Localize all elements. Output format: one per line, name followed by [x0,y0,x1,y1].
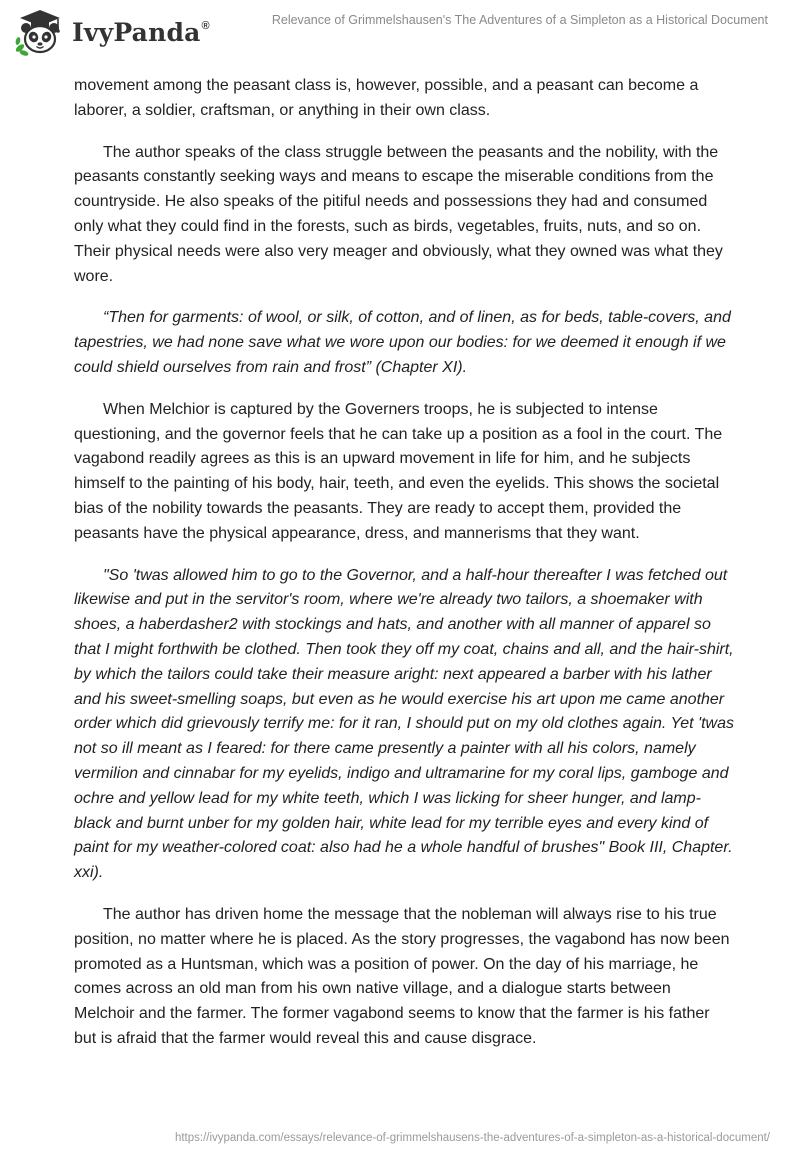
essay-body [74,74,734,1069]
paragraph: The author has driven home the message that the nobleman will always rise to his true position, no matter where he is placed. As the story progresses, the vagabond has now been promoted as a Huntsman, which was a position of power. On the day of his marriage, he comes across an old man from his own native village, and a dialogue starts between Melchoir and the farmer. The former vagabond seems to know that the farmer is his father but is afraid that the farmer would reveal this and cause disgrace. [74,905,730,1047]
paragraph: The author speaks of the class struggle between the peasants and the nobility, with the peasants constantly seeking ways and means to escape the miserable conditions from the countryside. He also speaks of the pitiful needs and possessions they had and consumed only what they could find in the forests, such as birds, vegetables, fruits, nuts, and so on. Their physical needs were also very meager and obviously, what they owned was what they wore. [74,143,723,285]
panda-icon [14,8,66,56]
brand-wordmark [72,17,210,47]
document-title: Relevance of Grimmelshausen's The Adventures of a Simpleton as a Historical Document [271,13,768,27]
brand-name: IvyPanda [72,17,201,47]
source-url[interactable]: https://ivypanda.com/essays/relevance-of-grimmelshausens-the-adventures-of-a-simpleton-as-a-historical-document/ [174,1132,770,1144]
block-quote: “Then for garments: of wool, or silk, of cotton, and of linen, as for beds, table-covers, and tapestries, we had none save what we wore upon our bodies: for we deemed it enough if we could shield ourselves from rain and frost” (Chapter XI). [74,309,731,376]
paragraph: movement among the peasant class is, however, possible, and a peasant can become a laborer, a soldier, craftsman, or anything in their own class. [74,77,699,119]
registered-mark: ® [201,19,210,32]
block-quote: "So 'twas allowed him to go to the Governor, and a half-hour thereafter I was fetched out likewise and put in the servitor's room, where we're already two tailors, a shoemaker with shoes, a haberdasher2 with stockings and hats, and another with all manner of apparel so that I might forthwith be clothed. Then took they off my coat, chains and all, and the hair-shirt, by which the tailors could take their measure aright: next appeared a barber with his lather and his sweet-smelling soaps, but even as he would exercise his art upon me came another order which did grievously terrify me: for it ran, I should put on my old clothes again. Yet 'twas not so ill meant as I feared: for there came presently a painter with all his colors, namely vermilion and cinnabar for my eyelids, indigo and ultramarine for my coral lips, gamboge and ochre and yellow lead for my white teeth, which I was licking for sheer hunger, and lamp-black and burnt unber for my golden hair, white lead for my terrible eyes and every kind of paint for my weather-colored coat: also had he a whole handful of brushes" Book III, Chapter. xxi). [74,566,734,882]
paragraph: When Melchior is captured by the Governers troops, he is subjected to intense questioning, and the governor feels that he can take up a position as a fool in the court. The vagabond readily agrees as this is an upward movement in life for him, and he subjects himself to the painting of his body, hair, teeth, and even the eyelids. This shows the societal bias of the nobility towards the peasants. They are ready to accept them, provided the peasants have the physical appearance, dress, and mannerisms that they want. [74,400,723,542]
ivypanda-logo[interactable] [14,8,210,56]
page-header [0,0,800,60]
